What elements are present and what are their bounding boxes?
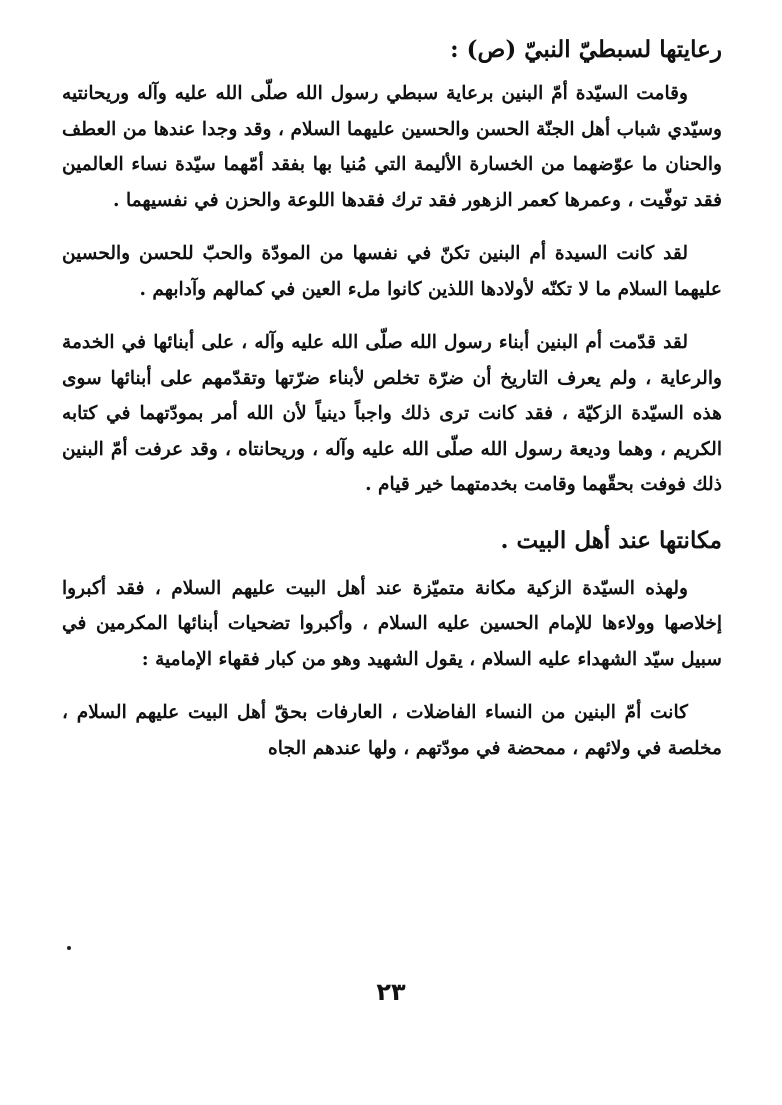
paragraph-care-3: لقد قدّمت أم البنين أبناء رسول الله صلّى الله عليه وآله ، على أبنائها في الخدمة والرعاية ، ولم يعرف التاريخ أن ضرّة تخلص لأبناء ضرّتها وتقدّمهم على أبنائها سوى هذه السيّدة الزكيّة ، فقد كانت ترى ذلك واجباً دينياً لأن الله أمر بمودّتهما في كتابه الكريم ، وهما وديعة رسول الله صلّى الله عليه وآله ، وريحانتاه ، وقد عرفت أمّ البنين ذلك فوفت بحقّهما وقامت بخدمتهما خير قيام . [62, 332, 722, 495]
paragraph-status-quote: كانت أمّ البنين من النساء الفاضلات ، العارفات بحقّ أهل البيت عليهم السلام ، مخلصة في ولائهم ، ممحضة في مودّتهم ، ولها عندهم الجاه [62, 702, 722, 759]
section-heading-status: مكانتها عند أهل البيت . [500, 526, 722, 554]
paragraph-care-2: لقد كانت السيدة أم البنين تكنّ في نفسها من المودّة والحبّ للحسن والحسين عليهما السلام ما لا تكنّه لأولادها اللذين كانوا ملء العين في كمالهم وآدابهم . [62, 243, 722, 300]
paragraph-care-1: وقامت السيّدة أمّ البنين برعاية سبطي رسول الله صلّى الله عليه وآله وريحانتيه وسيّدي شباب أهل الجنّة الحسن والحسين عليهما السلام ، وقد وجدا عندها من العطف والحنان ما عوّضهما من الخسارة الأليمة التي مُنيا بها بفقد أمّهما سيّدة نساء العالمين فقد توفّيت ، وعمرها كعمر الزهور فقد ترك فقدها اللوعة والحزن في نفسيهما . [62, 83, 722, 211]
ink-dot [67, 946, 71, 950]
section-heading-care: رعايتها لسبطيّ النبيّ (ص) : [450, 36, 722, 63]
page-number: ٢٣ [376, 978, 406, 1006]
paragraph-status-1: ولهذه السيّدة الزكية مكانة متميّزة عند أهل البيت عليهم السلام ، فقد أكبروا إخلاصها وولاءها للإمام الحسين عليه السلام ، وأكبروا تضحيات أبنائها المكرمين في سبيل سيّد الشهداء عليه السلام ، يقول الشهيد وهو من كبار فقهاء الإمامية : [62, 577, 722, 670]
book-page [62, 22, 722, 784]
